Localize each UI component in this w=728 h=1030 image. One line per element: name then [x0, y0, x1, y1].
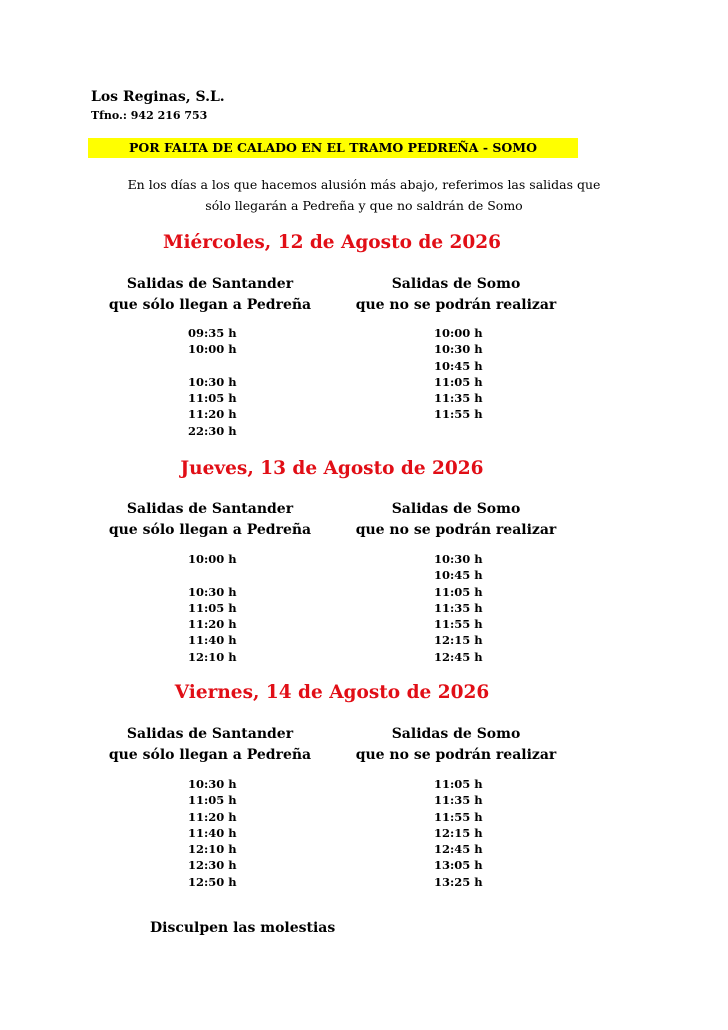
time-entry: 10:00 h: [434, 326, 483, 340]
santander-header-line2: que sólo llegan a Pedreña: [108, 297, 312, 313]
time-entry: 11:35 h: [434, 793, 483, 808]
somo-header: [326, 724, 586, 766]
time-entry: 12:50 h: [188, 874, 237, 889]
time-entry: 11:05 h: [434, 374, 483, 389]
time-entry: 11:40 h: [188, 633, 237, 648]
somo-header-line1: Salidas de Somo: [391, 726, 521, 742]
notice-banner: POR FALTA DE CALADO EN EL TRAMO PEDREÑA - SOMO: [88, 138, 578, 158]
intro-line-2: sólo llegarán a Pedreña y que no saldrán de Somo: [205, 198, 523, 213]
time-entry: 11:05 h: [434, 584, 483, 599]
time-entry: 11:20 h: [188, 407, 237, 422]
santander-times-wednesday: [188, 325, 237, 439]
time-entry: 11:40 h: [188, 825, 237, 840]
somo-times-wednesday: [434, 325, 483, 423]
time-entry: 11:20 h: [188, 809, 237, 824]
day-title-friday: Viernes, 14 de Agosto de 2026: [174, 682, 490, 703]
closing-message: Disculpen las molestias: [150, 920, 336, 936]
time-entry: 13:25 h: [434, 874, 483, 889]
santander-header-line1: Salidas de Santander: [126, 276, 294, 292]
time-entry: 11:05 h: [188, 600, 237, 615]
time-entry: [188, 567, 237, 583]
somo-header-line2: que no se podrán realizar: [355, 747, 557, 763]
time-entry: 11:55 h: [434, 617, 483, 632]
time-entry: 13:05 h: [434, 858, 483, 873]
santander-header: [80, 274, 340, 316]
santander-header-line2: que sólo llegan a Pedreña: [108, 747, 312, 763]
somo-times-friday: [434, 776, 483, 890]
intro-text: [70, 174, 658, 216]
somo-header: [326, 274, 586, 316]
day-title-thursday: Jueves, 13 de Agosto de 2026: [180, 458, 484, 479]
time-entry: 11:05 h: [434, 777, 483, 791]
somo-times-thursday: [434, 551, 483, 665]
santander-header-line1: Salidas de Santander: [126, 501, 294, 517]
time-entry: 11:35 h: [434, 600, 483, 615]
time-entry: 10:45 h: [434, 568, 483, 583]
time-entry: 10:00 h: [188, 552, 237, 566]
somo-header-line2: que no se podrán realizar: [355, 522, 557, 538]
santander-times-thursday: [188, 551, 237, 665]
somo-header-line1: Salidas de Somo: [391, 501, 521, 517]
time-entry: 11:05 h: [188, 793, 237, 808]
santander-header-line1: Salidas de Santander: [126, 726, 294, 742]
time-entry: 12:15 h: [434, 825, 483, 840]
time-entry: 12:45 h: [434, 842, 483, 857]
phone-number: Tfno.: 942 216 753: [91, 109, 208, 122]
time-entry: 10:00 h: [188, 342, 237, 357]
time-entry: 11:35 h: [434, 391, 483, 406]
time-entry: 10:30 h: [188, 777, 237, 791]
time-entry: 11:05 h: [188, 391, 237, 406]
time-entry: [188, 358, 237, 374]
time-entry: 12:10 h: [188, 842, 237, 857]
time-entry: 12:30 h: [188, 858, 237, 873]
intro-line-1: En los días a los que hacemos alusión más abajo, referimos las salidas que: [127, 177, 601, 192]
time-entry: 22:30 h: [188, 423, 237, 438]
santander-header: [80, 499, 340, 541]
time-entry: 12:45 h: [434, 649, 483, 664]
time-entry: 10:30 h: [434, 552, 483, 566]
time-entry: 12:10 h: [188, 649, 237, 664]
time-entry: 11:55 h: [434, 809, 483, 824]
time-entry: 11:55 h: [434, 407, 483, 422]
santander-times-friday: [188, 776, 237, 890]
time-entry: 11:20 h: [188, 617, 237, 632]
day-title-wednesday: Miércoles, 12 de Agosto de 2026: [162, 232, 502, 253]
somo-header-line1: Salidas de Somo: [391, 276, 521, 292]
time-entry: 12:15 h: [434, 633, 483, 648]
time-entry: 10:30 h: [434, 342, 483, 357]
time-entry: 10:45 h: [434, 358, 483, 373]
time-entry: 10:30 h: [188, 584, 237, 599]
somo-header-line2: que no se podrán realizar: [355, 297, 557, 313]
santander-header-line2: que sólo llegan a Pedreña: [108, 522, 312, 538]
santander-header: [80, 724, 340, 766]
somo-header: [326, 499, 586, 541]
time-entry: 10:30 h: [188, 374, 237, 389]
company-name: Los Reginas, S.L.: [91, 89, 225, 105]
time-entry: 09:35 h: [188, 326, 237, 340]
